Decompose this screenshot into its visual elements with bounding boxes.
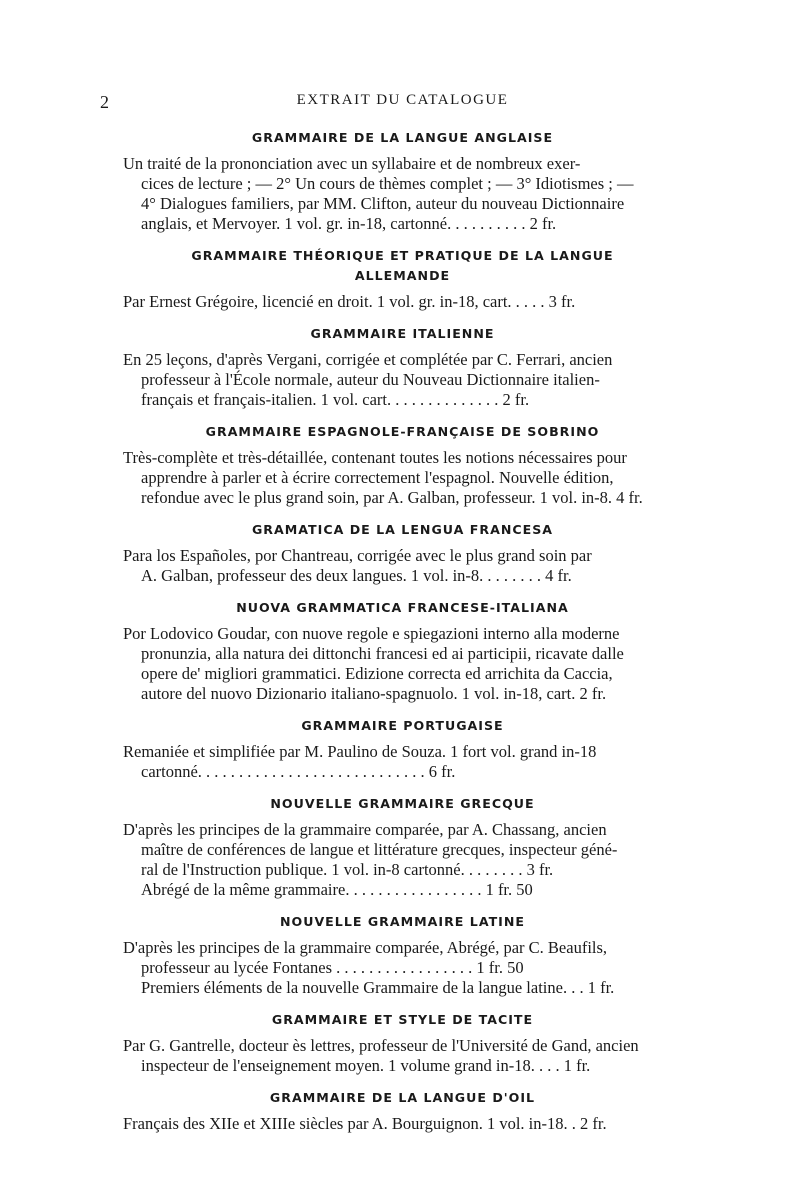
heading-line: GRAMATICA DE LA LENGUA FRANCESA: [251, 522, 554, 537]
entry-text: [105, 350, 700, 410]
section-heading: [105, 246, 700, 286]
entry-line: pronunzia, alla natura dei dittonchi francesi ed ai participii, ricavate dalle: [141, 644, 624, 663]
heading-line: ALLEMANDE: [354, 268, 451, 283]
section-heading: [105, 128, 700, 148]
entry-text: [105, 820, 700, 900]
section-heading: [105, 598, 700, 618]
section-heading: [105, 520, 700, 540]
entry-text: [105, 1114, 700, 1134]
entry-line: Par G. Gantrelle, docteur ès lettres, professeur de l'Université de Gand, ancien: [123, 1036, 639, 1055]
catalogue-entries: [105, 128, 700, 1134]
section-heading: [105, 324, 700, 344]
entry-line: Par Ernest Grégoire, licencié en droit. 1 vol. gr. in-18, cart. . . . . 3 fr.: [123, 292, 576, 311]
running-head: [100, 92, 700, 126]
entry-line: apprendre à parler et à écrire correctement l'espagnol. Nouvelle édition,: [141, 468, 614, 487]
entry-line: professeur à l'École normale, auteur du Nouveau Dictionnaire italien-: [141, 370, 600, 389]
entry-text: [105, 1036, 700, 1076]
entry-line: cices de lecture ; — 2° Un cours de thèmes complet ; — 3° Idiotismes ; —: [141, 174, 634, 193]
entry-text: [105, 154, 700, 234]
entry-text: [105, 546, 700, 586]
heading-line: NOUVELLE GRAMMAIRE LATINE: [279, 914, 526, 929]
entry-line: Un traité de la prononciation avec un syllabaire et de nombreux exer-: [123, 154, 581, 173]
entry-line: D'après les principes de la grammaire comparée, Abrégé, par C. Beaufils,: [123, 938, 608, 957]
heading-line: GRAMMAIRE ESPAGNOLE-FRANÇAISE DE SOBRINO: [205, 424, 600, 439]
section-heading: [105, 1088, 700, 1108]
heading-line: GRAMMAIRE PORTUGAISE: [301, 718, 504, 733]
entry-line: anglais, et Mervoyer. 1 vol. gr. in-18, cartonné. . . . . . . . . . 2 fr.: [141, 214, 557, 233]
heading-line: GRAMMAIRE ITALIENNE: [310, 326, 495, 341]
entry-line: Abrégé de la même grammaire. . . . . . . . . . . . . . . . . 1 fr. 50: [141, 880, 533, 899]
entry-line: A. Galban, professeur des deux langues. 1 vol. in-8. . . . . . . . 4 fr.: [141, 566, 572, 585]
section-heading: [105, 422, 700, 442]
heading-line: GRAMMAIRE THÉORIQUE ET PRATIQUE DE LA LANGUE: [191, 248, 614, 263]
entry-text: [105, 938, 700, 998]
entry-line: autore del nuovo Dizionario italiano-spagnuolo. 1 vol. in-18, cart. 2 fr.: [141, 684, 607, 703]
entry-line: Français des XIIe et XIIIe siècles par A. Bourguignon. 1 vol. in-18. . 2 fr.: [123, 1114, 607, 1133]
entry-text: [105, 448, 700, 508]
entry-line: ral de l'Instruction publique. 1 vol. in-8 cartonné. . . . . . . . 3 fr.: [141, 860, 554, 879]
section-heading: [105, 1010, 700, 1030]
entry-line: opere de' migliori grammatici. Edizione correcta ed arrichita da Caccia,: [141, 664, 613, 683]
entry-line: Très-complète et très-détaillée, contenant toutes les notions nécessaires pour: [123, 448, 627, 467]
entry-line: Premiers éléments de la nouvelle Grammaire de la langue latine. . . 1 fr.: [141, 978, 615, 997]
running-title: EXTRAIT DU CATALOGUE: [296, 92, 509, 108]
heading-line: NOUVELLE GRAMMAIRE GRECQUE: [270, 796, 535, 811]
entry-line: cartonné. . . . . . . . . . . . . . . . . . . . . . . . . . . . 6 fr.: [141, 762, 456, 781]
entry-line: En 25 leçons, d'après Vergani, corrigée et complétée par C. Ferrari, ancien: [123, 350, 613, 369]
entry-line: Para los Españoles, por Chantreau, corrigée avec le plus grand soin par: [123, 546, 592, 565]
entry-line: professeur au lycée Fontanes . . . . . . . . . . . . . . . . . 1 fr. 50: [141, 958, 524, 977]
section-heading: [105, 912, 700, 932]
entry-text: [105, 292, 700, 312]
section-heading: [105, 716, 700, 736]
entry-line: refondue avec le plus grand soin, par A. Galban, professeur. 1 vol. in-8. 4 fr.: [141, 488, 643, 507]
entry-line: 4° Dialogues familiers, par MM. Clifton, auteur du nouveau Dictionnaire: [141, 194, 625, 213]
heading-line: GRAMMAIRE ET STYLE DE TACITE: [271, 1012, 534, 1027]
entry-line: Remaniée et simplifiée par M. Paulino de Souza. 1 fort vol. grand in-18: [123, 742, 597, 761]
section-heading: [105, 794, 700, 814]
heading-line: NUOVA GRAMMATICA FRANCESE-ITALIANA: [236, 600, 569, 615]
entry-text: [105, 742, 700, 782]
entry-line: D'après les principes de la grammaire comparée, par A. Chassang, ancien: [123, 820, 607, 839]
entry-line: maître de conférences de langue et littérature grecques, inspecteur géné-: [141, 840, 618, 859]
catalogue-page: [100, 92, 700, 1134]
entry-line: Por Lodovico Goudar, con nuove regole e spiegazioni interno alla moderne: [123, 624, 620, 643]
page-number: 2: [100, 92, 109, 112]
entry-line: français et français-italien. 1 vol. cart. . . . . . . . . . . . . . 2 fr.: [141, 390, 530, 409]
entry-text: [105, 624, 700, 704]
heading-line: GRAMMAIRE DE LA LANGUE ANGLAISE: [251, 130, 554, 145]
heading-line: GRAMMAIRE DE LA LANGUE D'OIL: [269, 1090, 536, 1105]
entry-line: inspecteur de l'enseignement moyen. 1 volume grand in-18. . . . 1 fr.: [141, 1056, 591, 1075]
